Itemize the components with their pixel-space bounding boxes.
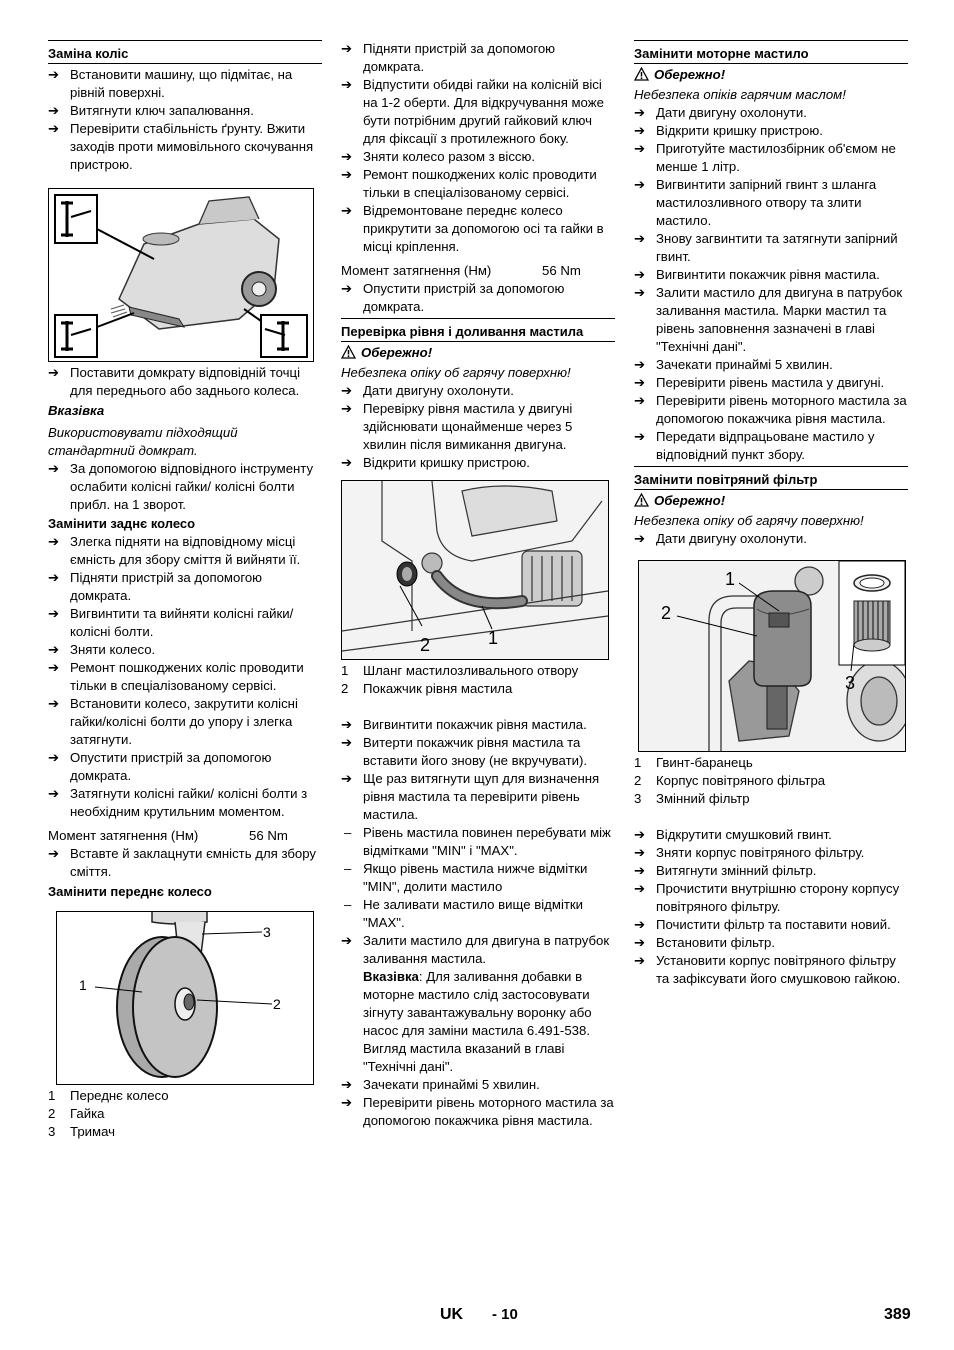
note-text: Використовувати підходящий стандартний домкрат. <box>48 425 238 458</box>
list-item: ➔ Установити корпус повітряного фільтру та зафіксувати його смушковою гайкою. <box>634 953 901 986</box>
arrow-icon: ➔ <box>634 429 646 444</box>
fill-note-text: : Для заливання добавки в моторне мастило слід застосовувати зігнуту завантажувальну воронку або насос для заміни мастила 6.491-538. Вигляд мастила вказаний в главі "Технічні дані". <box>363 969 592 1074</box>
list-item: ➔ Знову загвинтити та затягнути запірний гвинт. <box>634 231 898 264</box>
motor-steps <box>634 104 908 464</box>
torque-value: 56 Nm <box>249 828 288 843</box>
arrow-icon: ➔ <box>48 121 60 136</box>
caption-row: 3 Змінний фільтр <box>634 791 750 806</box>
fill-note-label: Вказівка <box>363 969 419 984</box>
list-item: ➔ Зачекати принаймі 5 хвилин. <box>341 1077 540 1092</box>
torque-row <box>341 262 615 280</box>
note-title: Вказівка <box>48 403 105 418</box>
figure-label-1: 1 <box>79 977 87 993</box>
list-item: ➔ Відкрити кришку пристрою. <box>341 455 530 470</box>
list-item: ➔ Приготуйте мастилозбірник об'ємом не менше 1 літр. <box>634 141 896 174</box>
column-3 <box>634 40 908 988</box>
warning-title: Обережно! <box>634 492 908 510</box>
dash-marker: – <box>344 825 352 840</box>
list-item: ➔ Витягнути ключ запалювання. <box>48 103 254 118</box>
footer-local-page: - 10 <box>492 1306 518 1323</box>
subsection-title-rear-wheel: Замінити заднє колесо <box>48 516 196 531</box>
torque-row <box>48 827 322 845</box>
arrow-icon: ➔ <box>48 606 60 621</box>
arrow-icon: ➔ <box>634 123 646 138</box>
list-item: ➔ Почистити фільтр та поставити новий. <box>634 917 891 932</box>
arrow-icon: ➔ <box>341 1077 353 1092</box>
arrow-icon: ➔ <box>341 203 353 218</box>
list-item: ➔ Опустити пристрій за допомогою домкрата. <box>341 281 565 314</box>
list-item: ➔ Опустити пристрій за допомогою домкрата. <box>48 750 272 783</box>
arrow-icon: ➔ <box>341 933 353 948</box>
arrow-icon: ➔ <box>634 231 646 246</box>
arrow-icon: ➔ <box>48 750 60 765</box>
front-wheel-figure <box>56 911 314 1085</box>
list-item: ➔ Зняти корпус повітряного фільтру. <box>634 845 865 860</box>
list-item: ➔ Відремонтоване переднє колесо прикрутити за допомогою осі та гайки в місці кріплення. <box>341 203 604 254</box>
arrow-icon: ➔ <box>634 953 646 968</box>
caption-row: 2 Гайка <box>48 1106 105 1121</box>
arrow-icon: ➔ <box>634 267 646 282</box>
list-item: ➔ Дати двигуну охолонути. <box>634 105 807 120</box>
arrow-icon: ➔ <box>634 105 646 120</box>
list-item: ➔ Витягнути змінний фільтр. <box>634 863 817 878</box>
list-item: ➔ Відкрутити смушковий гвинт. <box>634 827 832 842</box>
torque-label: Момент затягнення (Нм) <box>48 828 199 843</box>
list-item: ➔ Підняти пристрій за допомогою домкрата. <box>48 570 263 603</box>
footer-language: UK <box>440 1306 464 1323</box>
column-2 <box>341 40 615 1130</box>
arrow-icon: ➔ <box>341 77 353 92</box>
sweeper-jack-figure <box>48 188 314 362</box>
arrow-icon: ➔ <box>634 845 646 860</box>
arrow-icon: ➔ <box>48 696 60 711</box>
engine-oil-figure <box>341 480 609 660</box>
arrow-icon: ➔ <box>634 357 646 372</box>
list-item: ➔ Встановити машину, що підмітає, на рівній поверхні. <box>48 67 293 100</box>
figure-label-2: 2 <box>661 603 672 623</box>
list-item: ➔ Дати двигуну охолонути. <box>341 383 514 398</box>
arrow-icon: ➔ <box>48 786 60 801</box>
list-item: ➔ Зачекати принаймі 5 хвилин. <box>634 357 833 372</box>
list-item: ➔ Поставити домкрату відповідній точці для переднього або заднього колеса. <box>48 365 301 398</box>
arrow-icon: ➔ <box>48 846 60 861</box>
arrow-icon: ➔ <box>634 285 646 300</box>
caption-row: 1 Переднє колесо <box>48 1088 169 1103</box>
arrow-icon: ➔ <box>634 935 646 950</box>
section-title-motor-oil: Замінити моторне мастило <box>634 40 908 64</box>
footer-page-number: 389 <box>884 1306 911 1323</box>
arrow-icon: ➔ <box>634 531 646 546</box>
arrow-icon: ➔ <box>634 177 646 192</box>
arrow-icon: ➔ <box>341 41 353 56</box>
warning-text: Небезпека опіків гарячим маслом! <box>634 87 846 102</box>
figure-label-3: 3 <box>263 924 271 940</box>
air-captions <box>634 754 908 808</box>
arrow-icon: ➔ <box>48 67 60 82</box>
arrow-icon: ➔ <box>341 401 353 416</box>
figure-label-2: 2 <box>420 635 431 655</box>
figure-label-2: 2 <box>273 996 281 1012</box>
arrow-icon: ➔ <box>341 167 353 182</box>
torque-value: 56 Nm <box>542 263 581 278</box>
arrow-icon: ➔ <box>634 141 646 156</box>
list-item: – Не заливати мастило вище відмітки "MAX". <box>344 897 584 930</box>
arrow-icon: ➔ <box>341 1095 353 1110</box>
warning-text: Небезпека опіку об гарячу поверхню! <box>634 513 864 528</box>
list-item: – Рівень мастила повинен перебувати між відмітками "MIN" і "MAX". <box>344 825 611 858</box>
list-item: ➔ Відкрити кришку пристрою. <box>634 123 823 138</box>
list-item: ➔ Дати двигуну охолонути. <box>634 531 807 546</box>
rear-steps <box>48 533 322 821</box>
list-item: ➔ Вигвинтити та вийняти колісні гайки/ колісні болти. <box>48 606 294 639</box>
dip-steps <box>341 716 615 824</box>
dash-marker: – <box>344 897 352 912</box>
warning-text: Небезпека опіку об гарячу поверхню! <box>341 365 571 380</box>
front-steps <box>341 40 615 256</box>
arrow-icon: ➔ <box>634 393 646 408</box>
wheel-captions <box>48 1087 322 1141</box>
arrow-icon: ➔ <box>634 827 646 842</box>
list-item: – Якщо рівень мастила нижче відмітки "MIN", долити мастило <box>344 861 588 894</box>
caption-row: 2 Корпус повітряного фільтра <box>634 773 826 788</box>
list-item: ➔ Залити мастило для двигуна в патрубок заливання мастила. Вказівка: Для заливання добавки в моторне мастило слід застосовувати зігнуту завантажувальну воронку або насос для заміни мастила 6.491-538. Вигляд мастила вказаний в главі "Технічні дані". <box>341 933 610 1074</box>
list-item: ➔ Ще раз витягнути щуп для визначення рівня мастила та перевірити рівень мастила. <box>341 771 600 822</box>
arrow-icon: ➔ <box>48 660 60 675</box>
caption-row: 1 Гвинт-баранець <box>634 755 753 770</box>
list-item: ➔ Підняти пристрій за допомогою домкрата. <box>341 41 556 74</box>
arrow-icon: ➔ <box>341 383 353 398</box>
arrow-icon: ➔ <box>341 455 353 470</box>
jack-icon <box>55 195 97 243</box>
list-item: ➔ Зняти колесо разом з віссю. <box>341 149 536 164</box>
oil-steps <box>341 382 615 472</box>
section-title-oil-check: Перевірка рівня і доливання мастила <box>341 318 615 342</box>
caption-row: 1 Шланг мастилозливального отвору <box>341 663 579 678</box>
warning-title: Обережно! <box>341 344 615 362</box>
arrow-icon: ➔ <box>48 642 60 657</box>
list-item: ➔ Вигвинтити покажчик рівня мастила. <box>634 267 880 282</box>
engine-captions <box>341 662 615 698</box>
section-title-wheels: Заміна коліс <box>48 40 322 64</box>
list-item: ➔ Перевірити рівень мастила у двигуні. <box>634 375 885 390</box>
section-title-air-filter: Замінити повітряний фільтр <box>634 466 908 490</box>
list-item: ➔ Перевірити рівень моторного мастила за допомогою покажчика рівня мастила. <box>634 393 907 426</box>
arrow-icon: ➔ <box>341 771 353 786</box>
list-item: ➔ Злегка підняти на відповідному місці ємність для збору сміття й вийняти її. <box>48 534 301 567</box>
list-item: ➔ Залити мастило для двигуна в патрубок заливання мастила. Марки мастил та рівень заповнення зазначені в главі "Технічні дані". <box>634 285 903 354</box>
list-item: ➔ Затягнути колісні гайки/ колісні болти з необхідним крутильним моментом. <box>48 786 308 819</box>
column-1 <box>48 40 322 1141</box>
arrow-icon: ➔ <box>48 103 60 118</box>
warning-triangle-icon <box>634 493 649 512</box>
oil-level-notes <box>341 824 615 932</box>
list-item: ➔ Передати відпрацьоване мастило у відповідний пункт збору. <box>634 429 875 462</box>
figure-label-1: 1 <box>488 628 499 648</box>
arrow-icon: ➔ <box>48 461 60 476</box>
list-item: ➔ Перевірити стабільність ґрунту. Вжити заходів проти мимовільного скочування пристрою. <box>48 121 314 172</box>
air-steps <box>634 826 908 988</box>
arrow-icon: ➔ <box>634 375 646 390</box>
list-item: ➔ Ремонт пошкоджених коліс проводити тільки в спеціалізованому сервісі. <box>48 660 304 693</box>
arrow-icon: ➔ <box>634 863 646 878</box>
wheels-steps <box>48 66 322 174</box>
list-item: ➔ Перевірити рівень моторного мастила за допомогою покажчика рівня мастила. <box>341 1095 614 1128</box>
list-item: ➔ Відпустити обидві гайки на колісній вісі на 1-2 оберти. Для відкручування може бути потрібним другий гайковий ключ для фіксації з протилежного боку. <box>341 77 604 146</box>
jack-icon <box>261 315 307 357</box>
arrow-icon: ➔ <box>341 149 353 164</box>
list-item: ➔ Вигвинтити покажчик рівня мастила. <box>341 717 587 732</box>
caption-row: 2 Покажчик рівня мастила <box>341 681 513 696</box>
figure-label-3: 3 <box>845 673 856 693</box>
list-item: ➔ Встановити фільтр. <box>634 935 776 950</box>
subsection-title-front-wheel: Замінити переднє колесо <box>48 884 212 899</box>
arrow-icon: ➔ <box>341 735 353 750</box>
list-item: ➔ Перевірку рівня мастила у двигуні здійснювати щонайменше через 5 хвилин після вимикання двигуна. <box>341 401 573 452</box>
arrow-icon: ➔ <box>634 917 646 932</box>
list-item: ➔ Ремонт пошкоджених коліс проводити тільки в спеціалізованому сервісі. <box>341 167 597 200</box>
figure-label-1: 1 <box>725 569 736 589</box>
list-item: ➔ Витерти покажчик рівня мастила та вставити його знову (не вкручувати). <box>341 735 588 768</box>
list-item: ➔ За допомогою відповідного інструменту ослабити колісні гайки/ колісні болти прибл. на 1 зворот. <box>48 461 314 512</box>
list-item: ➔ Вигвинтити запірний гвинт з шланга мастилозливного отвору та злити мастило. <box>634 177 877 228</box>
torque-label: Момент затягнення (Нм) <box>341 263 492 278</box>
arrow-icon: ➔ <box>341 717 353 732</box>
list-item: ➔ Встановити колесо, закрутити колісні гайки/колісні болти до упору і злегка затягнути. <box>48 696 298 747</box>
arrow-icon: ➔ <box>634 881 646 896</box>
warning-triangle-icon <box>341 345 356 364</box>
list-item: ➔ Прочистити внутрішню сторону корпусу повітряного фільтру. <box>634 881 900 914</box>
list-item: ➔ Зняти колесо. <box>48 642 156 657</box>
list-item: ➔ Вставте й заклацнути ємність для збору сміття. <box>48 846 317 879</box>
final-steps <box>341 1076 615 1130</box>
arrow-icon: ➔ <box>341 281 353 296</box>
warning-title: Обережно! <box>634 66 908 84</box>
caption-row: 3 Тримач <box>48 1124 115 1139</box>
arrow-icon: ➔ <box>48 534 60 549</box>
air-filter-figure <box>638 560 906 752</box>
jack-icon <box>55 315 97 357</box>
dash-marker: – <box>344 861 352 876</box>
warning-triangle-icon <box>634 67 649 86</box>
arrow-icon: ➔ <box>48 570 60 585</box>
arrow-icon: ➔ <box>48 365 60 380</box>
